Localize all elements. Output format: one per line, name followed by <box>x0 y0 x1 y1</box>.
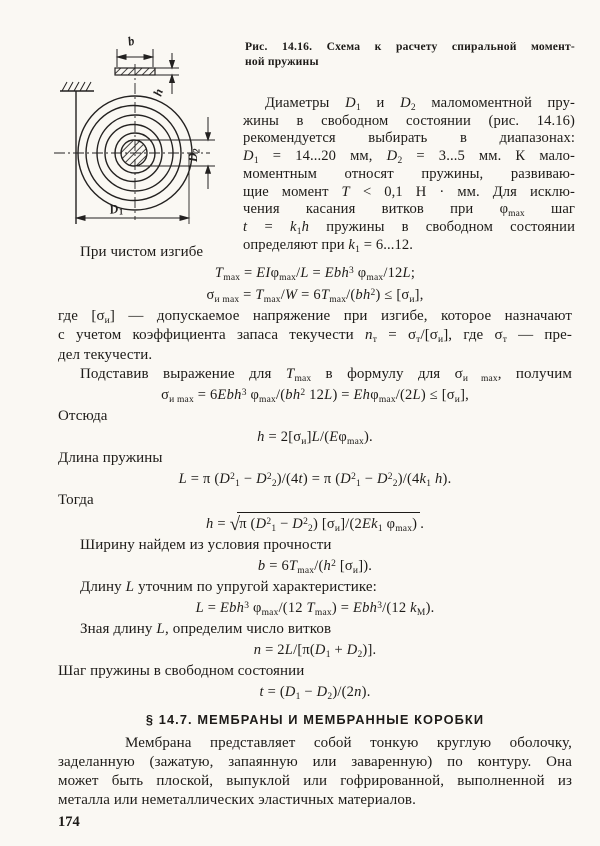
text-line: $t = k_1h$ пружины в свободном состоянии <box>243 218 575 237</box>
text-line: рекомендуется выбирать в диапазонах: <box>243 130 575 147</box>
figure-spiral-spring <box>38 30 238 242</box>
label-b: b <box>126 33 136 49</box>
label-d2: $D_2$ <box>186 148 202 162</box>
formula-line: $n = 2L/[\pi(D_1 + D_2)]$. <box>253 642 377 661</box>
text-line: металла или неметаллических эластичных материалов. <box>58 791 416 808</box>
label-h: h <box>150 86 167 98</box>
formula-line: h = √π $(D^2_1 - D^2_2)$ $[\sigma_и]/(2Ek_1$ $\varphi_{max}$) . <box>205 513 425 535</box>
intro-paragraph <box>243 95 575 254</box>
text-line: Зная длину L, определим число витков <box>80 621 332 638</box>
hub <box>121 140 147 166</box>
section-heading-14-7: § 14.7. МЕМБРАНЫ И МЕМБРАННЫЕ КОРОБКИ <box>145 712 485 728</box>
formula-line: $\sigma_{и max} = T_{max}/W = 6T_{max}/(bh^2) \le [\sigma_и]$, <box>206 287 424 306</box>
text-line: жины в свободном состоянии (рис. 14.16) <box>243 112 575 129</box>
text-line: Тогда <box>58 492 94 509</box>
text-line: дел текучести. <box>58 346 153 363</box>
text-line: Мембрана представляет собой тонкую круглую оболочку, <box>125 735 572 752</box>
formula-line: $h = 2[\sigma_и]L/(E\varphi_{max})$. <box>257 429 373 448</box>
text-line: заделанную (зажатую, запаянную или заваренную) по контуру. Она <box>58 754 572 771</box>
page-content <box>58 243 572 831</box>
text-line: чения касания витков при $\varphi_{max}$ шаг <box>243 201 576 220</box>
dimension-b <box>117 34 153 67</box>
text-line: может быть плоской, выпуклой или гофрированной, выполненной из <box>58 773 572 790</box>
formula-line: $t = (D_1 - D_2)/(2n)$. <box>259 684 371 703</box>
formula-line: $\sigma_{и max} = 6Ebh^3$ $\varphi_{max}/(bh^2$ $12L) = Eh\varphi_{max}/(2L) \le [\sigma_и]$, <box>161 387 469 406</box>
figure-caption-line: ной пружины <box>245 54 319 68</box>
membrane-paragraph <box>58 734 572 809</box>
page-number: 174 <box>58 813 80 830</box>
text-line: Шаг пружины в свободном состоянии <box>58 663 305 680</box>
text-line: Подставив выражение для $T_{max}$ в формулу для $\sigma_{и max}$, получим <box>80 365 572 384</box>
figure-caption <box>245 40 575 69</box>
text-line: Длину L уточним по упругой характеристике: <box>80 578 377 595</box>
text-line: щие момент T < 0,1 Н · мм. Для исклю- <box>243 183 575 200</box>
text-line: Ширину найдем из условия прочности <box>80 536 332 553</box>
text-line: где $[\sigma_и]$ — допускаемое напряжение при изгибе, которое назначают <box>58 308 572 327</box>
band-cross-section <box>115 68 179 75</box>
text-line: Отсюда <box>58 408 108 425</box>
figure-caption-line: Рис. 14.16. Схема к расчету спиральной момент- <box>245 40 575 53</box>
text-line: Диаметры $D_1$ и $D_2$ маломоментной пру- <box>265 95 575 113</box>
text-line: с учетом коэффициента запаса текучести $n_т = \sigma_т/[\sigma_и]$, где $\sigma_т$ — пре- <box>58 327 572 346</box>
formula-line: $b = 6T_{max}/(h^2$ $[\sigma_и]$). <box>257 557 373 576</box>
text-line: Длина пружины <box>58 450 163 467</box>
formula-line: $T_{max} = EI\varphi_{max}/L = Ebh^3$ $\varphi_{max}/12L$; <box>214 265 416 284</box>
label-d1: $D_1$ <box>108 201 125 217</box>
text-line: моментным относят пружины, развиваю- <box>243 165 575 182</box>
text-line: $D_1 = 14...20$ мм, $D_2 = 3...5$ мм. К мало- <box>243 148 576 167</box>
text-line: определяют при $k_1 = 6...12$. <box>243 236 414 255</box>
formula-line: L = Ebh$^3$ $\varphi_{max}/(12$ $T_{max}) = Ebh^3/(12$ $k_М$). <box>195 600 435 619</box>
formula-line: L = π $(D^2_1 - D^2_2)/(4t) = \pi$ $(D^2_1 - D^2_2)/(4k_1$ h). <box>178 471 452 490</box>
text-line: При чистом изгибе <box>80 244 204 260</box>
formula-text-blocks <box>58 243 572 703</box>
